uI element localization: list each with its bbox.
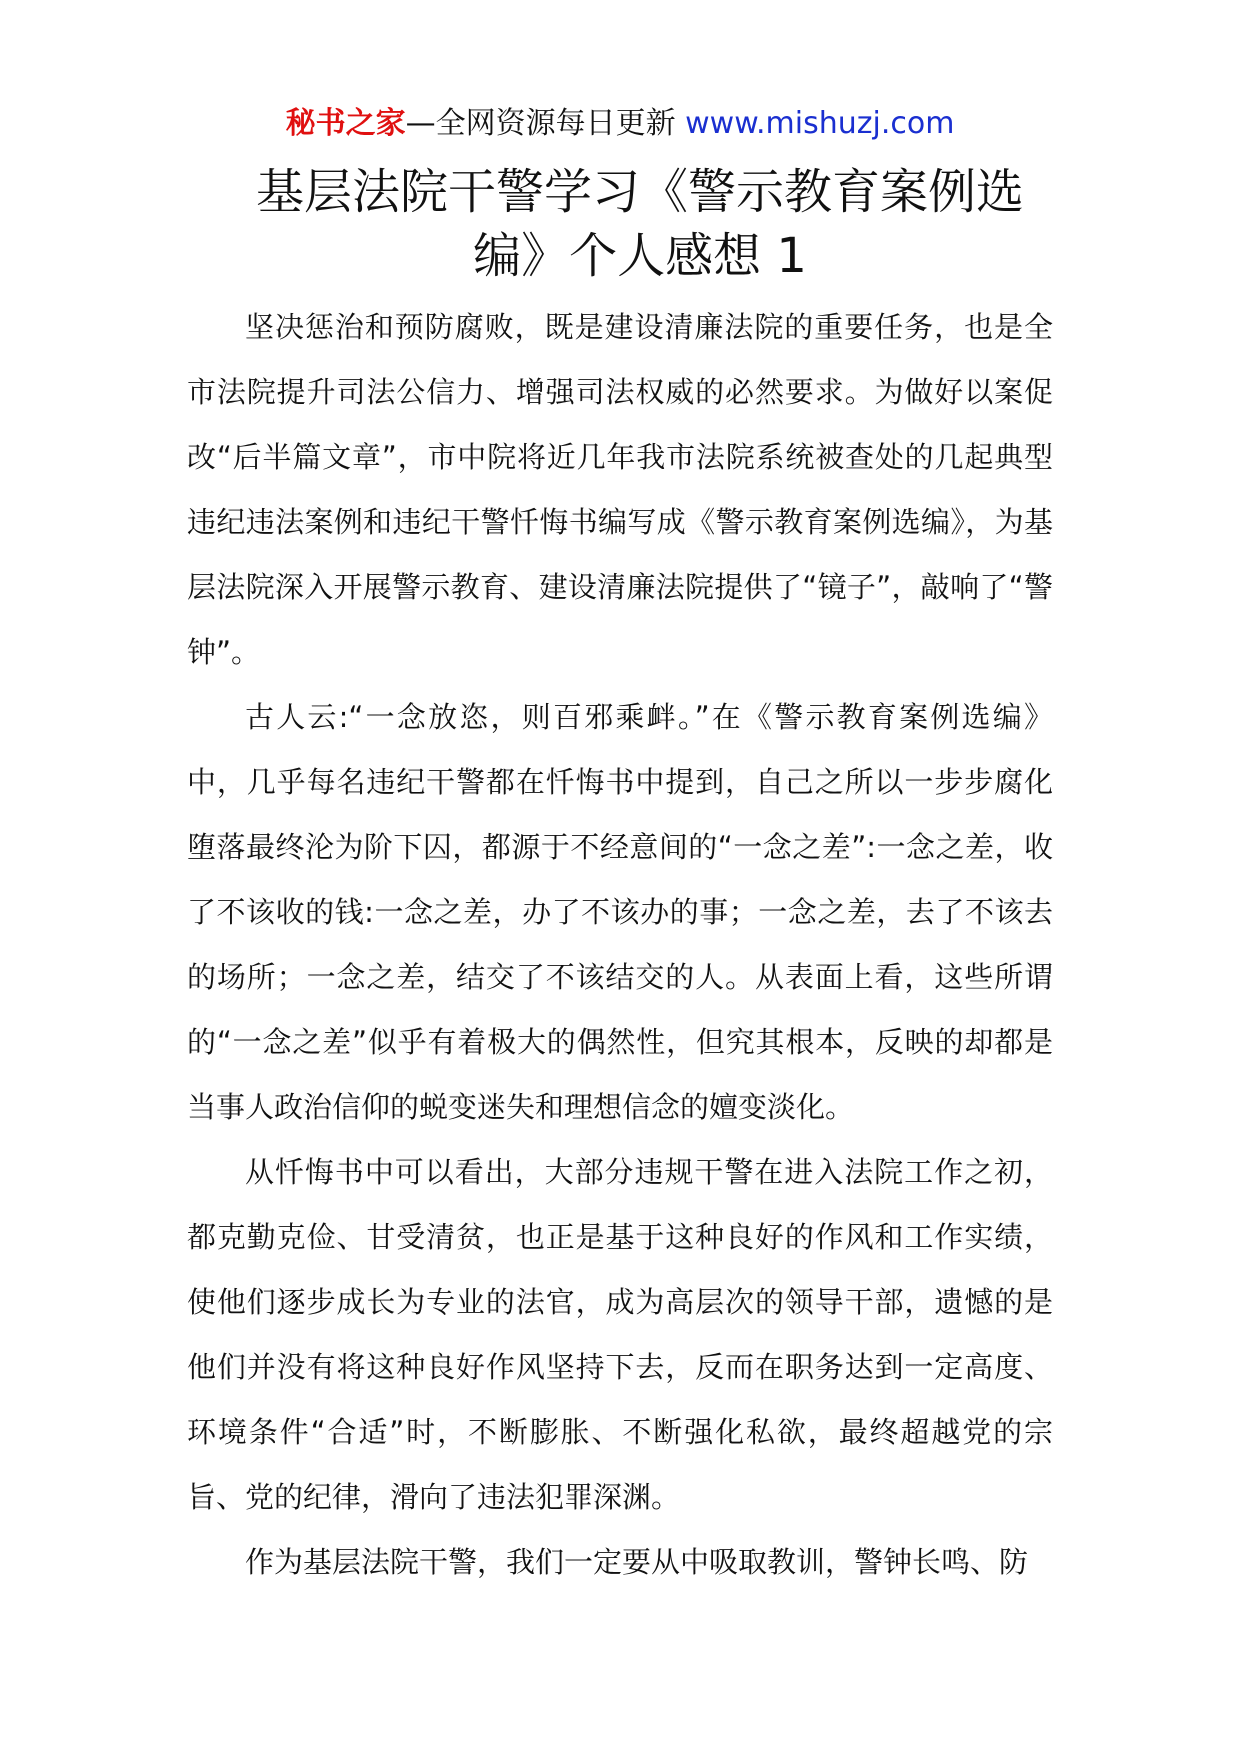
site-header <box>0 102 1240 146</box>
site-slogan: —全网资源每日更新 <box>405 106 686 141</box>
paragraph-4: 作为基层法院干警，我们一定要从中吸取教训，警钟长鸣、防 <box>245 1545 1029 1579</box>
site-brand: 秘书之家 <box>285 106 406 141</box>
paragraph-3: 从忏悔书中可以看出，大部分违规干警在进入法院工作之初，都克勤克俭、甘受清贫，也正是基于这种良好的作风和工作实绩，使他们逐步成长为专业的法官，成为高层次的领导干部，遗憾的是他们并没有将这种良好作风坚持下去，反而在职务达到一定高度、环境条件“合适”时，不断膨胀、不断强化私欲，最终超越党的宗旨、党的纪律，滑向了违法犯罪深渊。 <box>187 1155 1053 1514</box>
site-url-link[interactable]: www.mishuzj.com <box>685 106 955 141</box>
document-title: 基层法院干警学习《警示教育案例选编》个人感想 1 <box>255 164 1024 284</box>
paragraph-1: 坚决惩治和预防腐败，既是建设清廉法院的重要任务，也是全市法院提升司法公信力、增强司法权威的必然要求。为做好以案促改“后半篇文章”，市中院将近几年我市法院系统被查处的几起典型违纪违法案例和违纪干警忏悔书编写成《警示教育案例选编》，为基层法院深入开展警示教育、建设清廉法院提供了“镜子”，敲响了“警钟”。 <box>187 310 1053 669</box>
paragraph-2: 古人云:“一念放恣，则百邪乘衅。”在《警示教育案例选编》中，几乎每名违纪干警都在忏悔书中提到，自己之所以一步步腐化堕落最终沦为阶下囚，都源于不经意间的“一念之差”:一念之差，收了不该收的钱:一念之差，办了不该办的事；一念之差，去了不该去的场所；一念之差，结交了不该结交的人。从表面上看，这些所谓的“一念之差”似乎有着极大的偶然性，但究其根本，反映的却都是当事人政治信仰的蜕变迷失和理想信念的嬗变淡化。 <box>187 700 1053 1124</box>
document-body <box>187 295 1053 1595</box>
